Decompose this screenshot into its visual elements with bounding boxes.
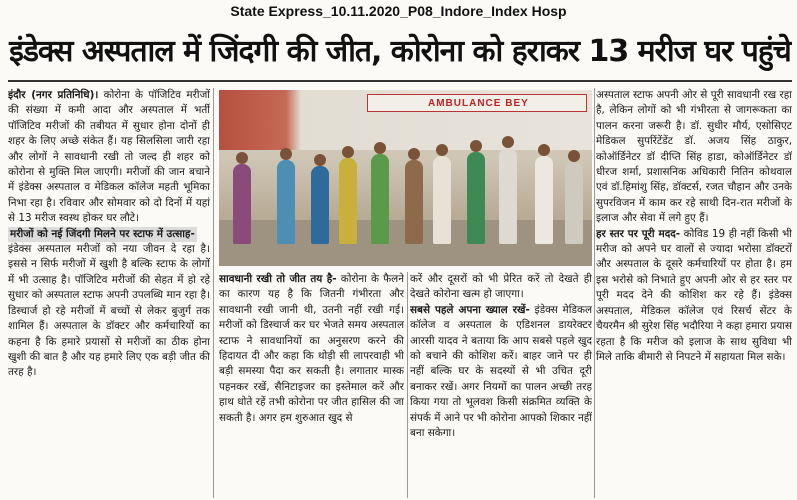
- person-head: [236, 152, 248, 164]
- full-help-paragraph: कोविड 19 ही नहीं किसी भी मरीज को अपने घर वालों से ज्यादा भरोसा डॉक्टरों और अस्पताल के दूसरे कर्मचारियों पर होता है। हम इस भरोसे को निभाते हुए अपनी ओर से हर स्तर पर पूरी मदद देने की कोशिश कर रहे हैं। इंडेक्स अस्पताल, मेडिकल कॉलेज एवं रिसर्च सेंटर के चैयरमैन श्री सुरेश सिंह भदौरिया ने कहा हमारा प्रयास रहता है कि मरीज को इलाज के साथ सुविधा भी मिले ताकि बीमारी से निपटने में सहायता मिल सके।: [596, 227, 792, 363]
- person-head: [408, 148, 420, 160]
- column-2-section: [219, 272, 404, 426]
- continuation-paragraph: करें और दूसरों को भी प्रेरित करें तो देखते ही देखते कोरोना खत्म हो जाएगा।: [410, 273, 592, 301]
- person-head: [502, 136, 514, 148]
- lead-paragraph: कोरोना के पॉजिटिव मरीजों की संख्या में कमी आदा और अस्पताल में भर्ती पॉजिटिव मरीजों की तबीयत में सुधार होना दोनों ही शहर के लिए अच्छे संकेत हैं। यह सिलसिला जारी रहा और लोगों ने सावधानी रखी तो जल्द ही शहर को कोरोना से मुक्ति मिल जाएगी। मरीजों की जान बचाने में इंडेक्स अस्पताल व मेडिकल कॉलेज महती भूमिका निभा रहा है। रविवार और सोमवार को दो दिनों में यहां से 13 मरीज स्वस्थ होकर घर लौटे।: [8, 89, 210, 225]
- self-care-paragraph: इंडेक्स मेडिकल कॉलेज व अस्पताल के एडिशनल डायरेक्टर आरसी यादव ने बताया कि आप सबसे पहले खुद को बचाने की कोशिश करें। बाहर जाने पर ही नहीं बल्कि घर के सदस्यों से भी उचित दूरी बनाकर रखें। अगर नियमों का पालन अच्छी तरह किया गया तो भूलवश किसी संक्रमित व्यक्ति के संपर्क में आने पर भी कोरोना आपको शिकार नहीं बना सकेगा।: [410, 303, 592, 440]
- column-divider: [594, 88, 595, 498]
- dateline: इंदौर (नगर प्रतिनिधि)।: [8, 89, 99, 101]
- person: [467, 152, 485, 244]
- column-3: [410, 272, 592, 498]
- person-head: [538, 144, 550, 156]
- clipping-caption: State Express_10.11.2020_P08_Indore_Index Hosp: [230, 3, 567, 19]
- column-2: [219, 272, 404, 498]
- person: [565, 162, 583, 244]
- news-photo: [219, 90, 592, 266]
- subhead-caution: सावधानी रखी तो जीत तय है-: [219, 273, 337, 285]
- staff-paragraph: इंडेक्स अस्पताल मरीजों को नया जीवन दे रहा है। इससे न सिर्फ मरीजों में खुशी है बल्कि स्टाफ के लोगों में भी उत्साह है। पॉजिटिव मरीजों की सेहत में हो रहे सुधार को अस्पताल स्टाफ अपनी उपलब्धि मान रहा है। डिस्चार्ज हो रहे मरीजों में बच्चों से लेकर बुजुर्ग तक शामिल हैं। अस्पताल के डॉक्टर और कर्मचारियों का कहना है कि हमारे प्रयासों से मरीजों का ठीक होना खुशी की बात है और यह हमारे लिए एक बड़ी जीत की तरह है।: [8, 243, 210, 379]
- person: [233, 164, 251, 244]
- person: [433, 156, 451, 244]
- ambulance-banner: AMBULANCE BEY: [367, 94, 587, 112]
- column-4-section: [596, 227, 792, 366]
- subhead-self-care: सबसे पहले अपना ख्याल रखें-: [410, 303, 530, 316]
- column-1-section: [8, 227, 210, 381]
- person: [339, 158, 357, 244]
- column-divider: [213, 88, 214, 498]
- column-3-section: [410, 303, 592, 442]
- person: [277, 160, 295, 244]
- person: [311, 166, 329, 244]
- person: [371, 154, 389, 244]
- column-1: [8, 88, 210, 498]
- column-divider: [407, 272, 408, 498]
- person-head: [314, 154, 326, 166]
- person: [535, 156, 553, 244]
- person-head: [342, 146, 354, 158]
- person: [499, 148, 517, 244]
- person-head: [436, 144, 448, 156]
- person-head: [568, 150, 580, 162]
- caution-paragraph: कोरोना के फैलने का कारण यह है कि जितनी गंभीरता और सावधानी रखी जानी थी, उतनी नहीं रखी गई। मरीजों को डिस्चार्ज कर घर भेजते समय अस्पताल स्टाफ ने सावधानियों का अनुसरण करने की हिदायत दी और कहा कि थोड़ी सी लापरवाही भी बड़ी समस्या पैदा कर सकती है। लगातार मास्क पहनकर रखें, सैनिटाइजर का इस्तेमाल करें और हाथ धोते रहें तभी कोरोना पर जीत हासिल की जा सकती है। अगर हम शुरुआत खुद से: [219, 273, 404, 424]
- headline: इंडेक्स अस्पताल में जिंदगी की जीत, कोरोना को हराकर 13 मरीज घर पहुंचे: [9, 34, 791, 69]
- staff-names-paragraph: अस्पताल स्टाफ अपनी ओर से पूरी सावधानी रख रहा है, लेकिन लोगों को भी गंभीरता से जागरूकता का पालन करना जरूरी है। डॉ. सुधीर मौर्य, एसोसिएट मेडिकल सुपरिंटेंडेंट डॉ. अजय सिंह ठाकुर, कोऑर्डिनेटर डॉ दीप्ति सिंह हाडा, कोऑर्डिनेटर डॉ धीरज शर्मा, प्रशासनिक अधिकारी नितिन कोथवाल एवं डॉ.हिमांशु सिंह, डॉक्टर्स, रजत चौहान और उनके सुपरविजन में काम कर रहे साथी दिन-रात मरीजों के इलाज और सेवा में लगे हुए हैं।: [596, 89, 792, 225]
- subhead-full-help: हर स्तर पर पूरी मदद-: [596, 227, 681, 240]
- person-head: [280, 148, 292, 160]
- headline-rule: [8, 80, 792, 82]
- person-head: [374, 142, 386, 154]
- column-4: [596, 88, 792, 498]
- person-head: [470, 140, 482, 152]
- column-1-lead: [8, 88, 210, 227]
- person: [405, 160, 423, 244]
- subhead-staff-enthusiasm: मरीजों को नई जिंदगी मिलने पर स्टाफ में उत्साह-: [8, 227, 197, 242]
